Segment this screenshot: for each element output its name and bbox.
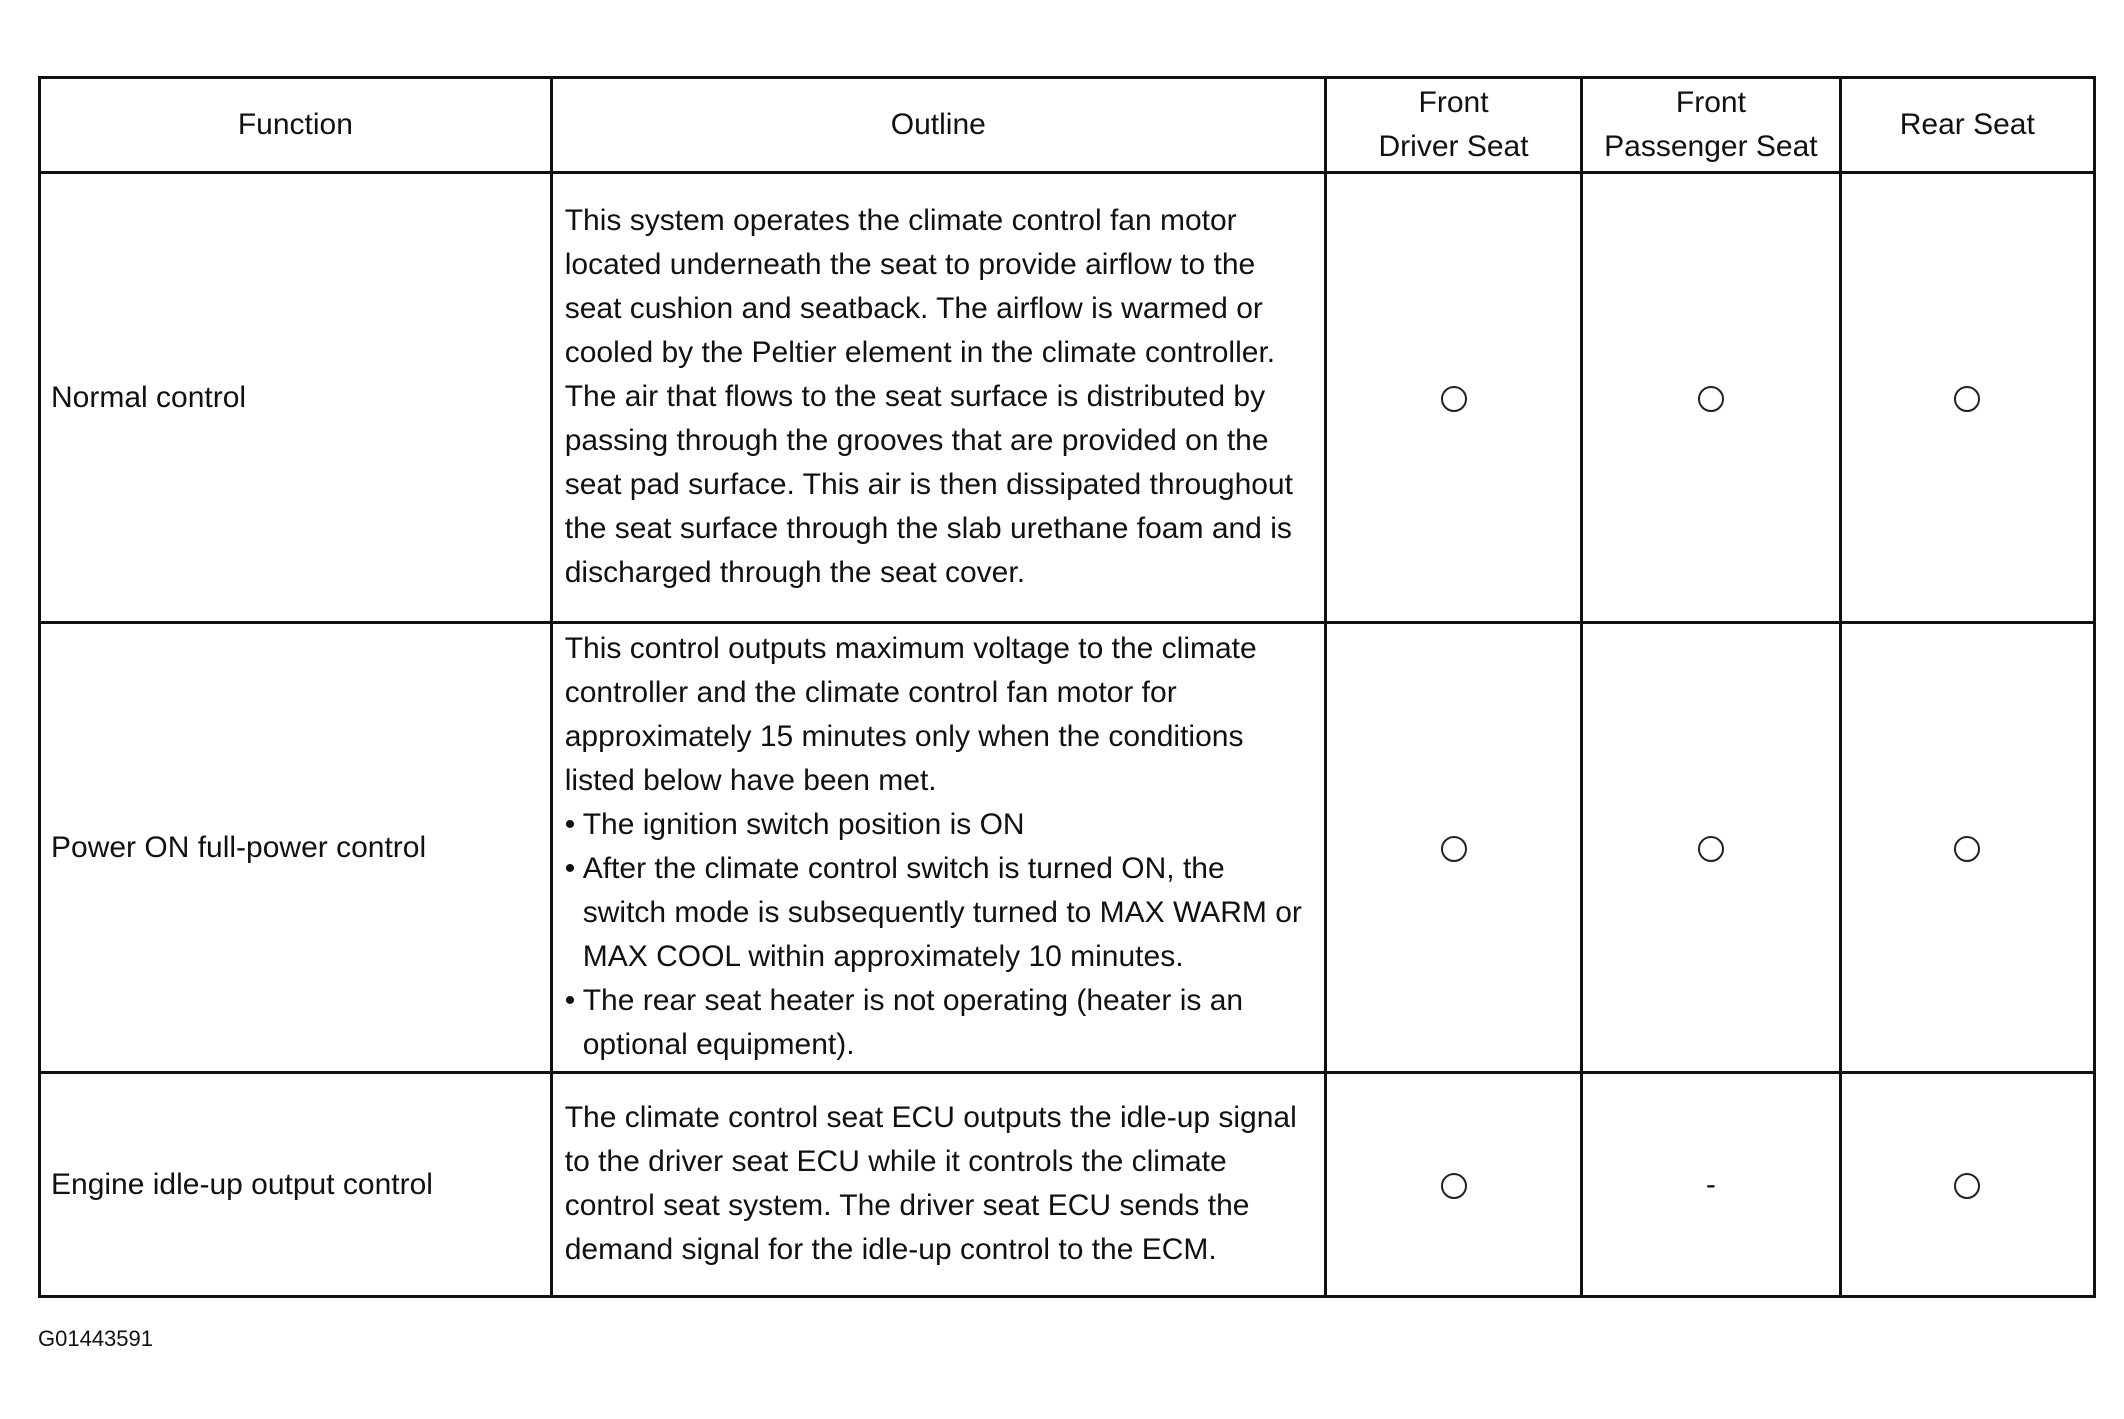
available-circle-icon — [1441, 1173, 1467, 1199]
header-rear-seat: Rear Seat — [1840, 78, 2094, 173]
front-driver-seat-mark — [1325, 623, 1581, 1073]
rear-seat-mark — [1840, 623, 2094, 1073]
list-item: • The rear seat heater is not operating (heater is an optional equipment). — [565, 979, 1314, 1067]
available-circle-icon — [1954, 1173, 1980, 1199]
front-driver-seat-mark — [1325, 1073, 1581, 1297]
list-item: • The ignition switch position is ON — [565, 803, 1314, 847]
list-item: • After the climate control switch is turned ON, the switch mode is subsequently turned to MAX WARM or MAX COOL within approximately 10 minutes. — [565, 847, 1314, 979]
header-front-passenger-line2: Passenger Seat — [1604, 130, 1818, 163]
rear-seat-mark — [1840, 1073, 2094, 1297]
figure-id: G01443591 — [38, 1326, 153, 1351]
rear-seat-mark — [1840, 173, 2094, 623]
header-front-passenger-line1: Front — [1675, 86, 1746, 119]
available-circle-icon — [1954, 836, 1980, 862]
outline-cell: This system operates the climate control fan motor located underneath the seat to provide airflow to the seat cushion and seatback. The airflow is warmed or cooled by the Peltier element in the climate controller. The air that flows to the seat surface is distributed by passing through the grooves that are provided on the seat pad surface. This air is then dissipated throughout the seat surface through the slab urethane foam and is discharged through the seat cover. — [551, 173, 1325, 623]
conditions-list — [565, 803, 1314, 1067]
table-row-power-on-full-power-control — [40, 623, 2095, 1073]
outline-cell: The climate control seat ECU outputs the idle-up signal to the driver seat ECU while it controls the climate control seat system. The driver seat ECU sends the demand signal for the idle-up control to the ECM. — [551, 1073, 1325, 1297]
not-applicable-dash: - — [1705, 1167, 1716, 1201]
outline-intro: This control outputs maximum voltage to the climate controller and the climate control fan motor for approximately 15 minutes only when the conditions listed below have been met. — [564, 631, 1257, 797]
table-row-normal-control — [40, 173, 2095, 623]
front-passenger-seat-mark — [1582, 173, 1840, 623]
outline-cell — [551, 623, 1325, 1073]
header-function: Function — [40, 78, 552, 173]
available-circle-icon — [1441, 836, 1467, 862]
available-circle-icon — [1954, 386, 1980, 412]
header-front-driver-seat — [1325, 78, 1581, 173]
available-circle-icon — [1698, 836, 1724, 862]
function-cell: Normal control — [40, 173, 552, 623]
header-outline: Outline — [551, 78, 1325, 173]
header-front-driver-line1: Front — [1418, 86, 1489, 119]
table-header — [40, 78, 2095, 173]
function-cell: Engine idle-up output control — [40, 1073, 552, 1297]
header-front-passenger-seat — [1582, 78, 1840, 173]
front-passenger-seat-mark — [1582, 1073, 1840, 1297]
available-circle-icon — [1441, 386, 1467, 412]
table-row-engine-idle-up-output-control — [40, 1073, 2095, 1297]
header-front-driver-line2: Driver Seat — [1378, 130, 1529, 163]
function-cell: Power ON full-power control — [40, 623, 552, 1073]
available-circle-icon — [1698, 386, 1724, 412]
function-table — [38, 76, 2096, 1298]
header-row — [40, 78, 2095, 173]
front-driver-seat-mark — [1325, 173, 1581, 623]
front-passenger-seat-mark — [1582, 623, 1840, 1073]
